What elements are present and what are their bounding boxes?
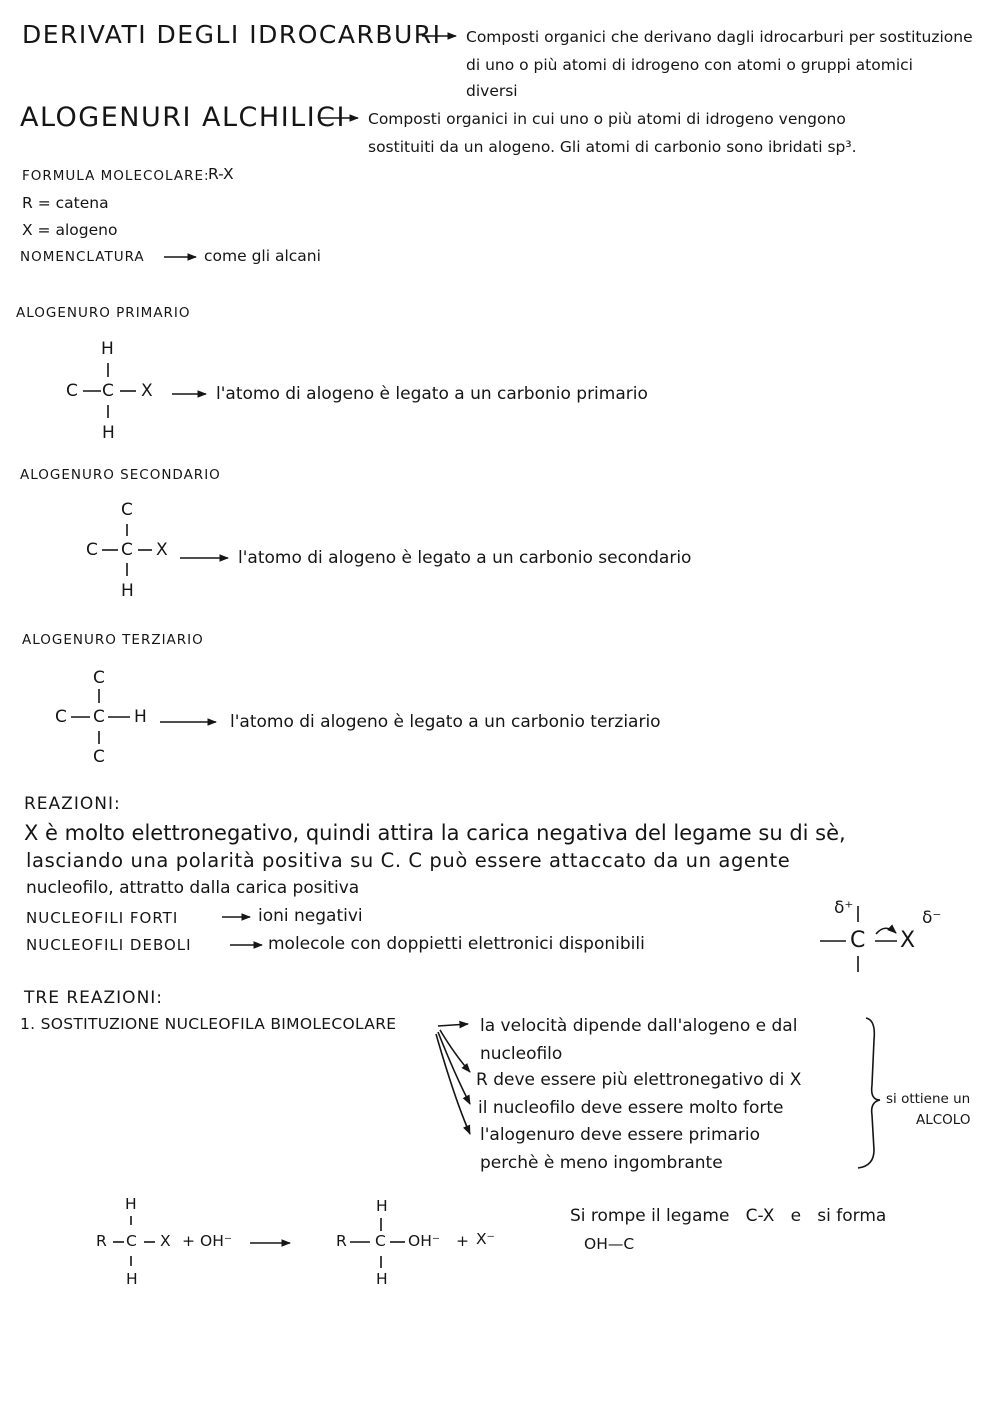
primario-atom-top: H xyxy=(101,339,114,359)
definition-derivati-line3: diversi xyxy=(466,82,518,100)
polar-delta-plus: δ⁺ xyxy=(834,898,854,918)
eq-right-h-bottom: H xyxy=(376,1270,388,1288)
eq-left-h-top: H xyxy=(125,1195,137,1213)
tre-reazioni-title: TRE REAZIONI: xyxy=(24,988,164,1008)
eq-right-r: R xyxy=(336,1232,347,1250)
eq-right-oh: OH⁻ xyxy=(408,1232,441,1250)
sn2-result-line2: ALCOLO xyxy=(916,1112,971,1128)
sn2-condition-4b: perchè è meno ingombrante xyxy=(480,1153,723,1173)
nomenclatura-value: come gli alcani xyxy=(204,247,321,265)
formula-value: R-X xyxy=(208,165,234,183)
nucleofili-forti-label: NUCLEOFILI FORTI xyxy=(26,909,179,927)
secondario-description: l'atomo di alogeno è legato a un carbonio secondario xyxy=(238,548,692,568)
definition-alogenuri-line2: sostituiti da un alogeno. Gli atomi di carbonio sono ibridati sp³. xyxy=(368,138,857,156)
eq-left-plus: + xyxy=(182,1232,195,1250)
sn2-condition-2: R deve essere più elettronegativo di X xyxy=(476,1070,802,1090)
secondario-atom-bottom: H xyxy=(121,581,134,601)
reazioni-title: REAZIONI: xyxy=(24,794,121,814)
primario-description: l'atomo di alogeno è legato a un carbonio primario xyxy=(216,384,648,404)
eq-left-c: C xyxy=(126,1232,137,1250)
nucleofili-deboli-value: molecole con doppietti elettronici disponibili xyxy=(268,934,645,954)
equation-note-line2: OH—C xyxy=(584,1235,635,1253)
sn2-condition-3: il nucleofilo deve essere molto forte xyxy=(478,1098,784,1118)
primario-atom-right: X xyxy=(141,381,153,401)
terziario-description: l'atomo di alogeno è legato a un carbonio terziario xyxy=(230,712,661,732)
terziario-atom-top: C xyxy=(93,668,105,688)
sn2-condition-4: l'alogenuro deve essere primario xyxy=(480,1125,761,1145)
polar-carbon: C xyxy=(850,928,866,953)
terziario-atom-right: H xyxy=(134,707,147,727)
eq-left-x: X xyxy=(160,1232,171,1250)
r-definition: R = catena xyxy=(22,194,109,212)
eq-right-c: C xyxy=(375,1232,386,1250)
x-definition: X = alogeno xyxy=(22,221,118,239)
nomenclatura-label: NOMENCLATURA xyxy=(20,249,145,265)
eq-right-h-top: H xyxy=(376,1197,388,1215)
equation-note-line1: Si rompe il legame C-X e si forma xyxy=(570,1206,887,1226)
eq-left-h-bottom: H xyxy=(126,1270,138,1288)
terziario-atom-left: C xyxy=(55,707,67,727)
heading-alogenuri: ALOGENURI ALCHILICI xyxy=(20,102,347,133)
definition-derivati-line1: Composti organici che derivano dagli idrocarburi per sostituzione xyxy=(466,28,973,46)
primario-title: ALOGENURO PRIMARIO xyxy=(16,305,191,321)
eq-left-r: R xyxy=(96,1232,107,1250)
polar-halogen: X xyxy=(900,928,916,953)
secondario-atom-center: C xyxy=(121,540,133,560)
polar-delta-minus: δ⁻ xyxy=(922,908,942,928)
secondario-title: ALOGENURO SECONDARIO xyxy=(20,467,221,483)
brace xyxy=(858,1018,880,1168)
reazioni-body-line2: lasciando una polarità positiva su C. C può essere attaccato da un agente xyxy=(26,849,791,872)
definition-derivati-line2: di uno o più atomi di idrogeno con atomi o gruppi atomici xyxy=(466,56,913,74)
eq-right-x: X⁻ xyxy=(476,1230,495,1248)
nucleofili-forti-value: ioni negativi xyxy=(258,906,363,926)
sn2-label: 1. SOSTITUZIONE NUCLEOFILA BIMOLECOLARE xyxy=(20,1015,397,1033)
terziario-atom-bottom: C xyxy=(93,747,105,767)
eq-right-plus: + xyxy=(456,1232,469,1250)
primario-atom-left: C xyxy=(66,381,78,401)
sn2-condition-1b: nucleofilo xyxy=(480,1044,563,1064)
primario-atom-center: C xyxy=(102,381,114,401)
reazioni-body-line3: nucleofilo, attratto dalla carica positiva xyxy=(26,878,360,898)
terziario-atom-center: C xyxy=(93,707,105,727)
secondario-atom-right: X xyxy=(156,540,168,560)
secondario-atom-top: C xyxy=(121,500,133,520)
sn2-result-line1: si ottiene un xyxy=(886,1091,971,1107)
formula-label: FORMULA MOLECOLARE: xyxy=(22,168,210,184)
terziario-title: ALOGENURO TERZIARIO xyxy=(22,632,204,648)
heading-derivati: DERIVATI DEGLI IDROCARBURI xyxy=(22,20,442,49)
definition-alogenuri-line1: Composti organici in cui uno o più atomi di idrogeno vengono xyxy=(368,110,846,128)
nucleofili-deboli-label: NUCLEOFILI DEBOLI xyxy=(26,936,192,954)
eq-left-oh: OH⁻ xyxy=(200,1232,233,1250)
secondario-atom-left: C xyxy=(86,540,98,560)
reazioni-body-line1: X è molto elettronegativo, quindi attira la carica negativa del legame su di sè, xyxy=(24,821,846,845)
primario-atom-bottom: H xyxy=(102,423,115,443)
sn2-condition-1: la velocità dipende dall'alogeno e dal xyxy=(480,1016,798,1036)
